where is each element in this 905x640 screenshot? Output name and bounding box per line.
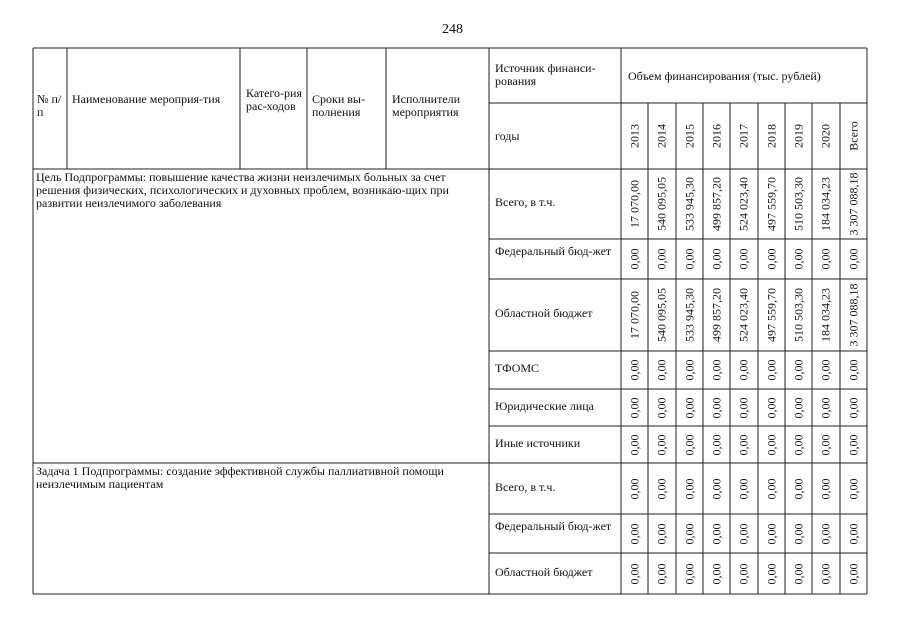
cell-value: 0,00 xyxy=(627,434,641,455)
year-header-2019: 2019 xyxy=(791,124,805,148)
cell-value: 533 945,30 xyxy=(682,288,696,342)
header-years-label: годы xyxy=(495,129,520,143)
row-source: Областной бюджет xyxy=(495,564,593,579)
cell-value: 0,00 xyxy=(818,248,833,270)
cell-value: 0,00 xyxy=(736,478,751,499)
row-source: Всего, в т.ч. xyxy=(495,195,556,209)
cell-value: 0,00 xyxy=(627,563,641,584)
cell-value: 0,00 xyxy=(709,434,723,455)
cell-value: 0,00 xyxy=(682,434,696,455)
header-source: Источник финанси-рования xyxy=(495,61,596,88)
cell-value: 0,00 xyxy=(709,478,723,499)
cell-value: 0,00 xyxy=(764,478,778,499)
cell-value: 0,00 xyxy=(818,397,833,418)
cell-value: 0,00 xyxy=(627,478,641,499)
cell-value: 0,00 xyxy=(846,523,860,544)
cell-value: 0,00 xyxy=(791,397,805,418)
cell-value: 17 070,00 xyxy=(627,180,641,228)
cell-value: 0,00 xyxy=(846,248,860,270)
cell-value: 0,00 xyxy=(709,563,723,584)
cell-value: 533 945,30 xyxy=(682,177,696,231)
year-header-2015: 2015 xyxy=(682,124,696,148)
cell-value: 540 095,05 xyxy=(654,288,669,342)
cell-value: 0,00 xyxy=(846,434,860,455)
cell-value: 0,00 xyxy=(818,478,833,499)
cell-value: 0,00 xyxy=(682,478,696,499)
cell-value: 499 857,20 xyxy=(709,177,723,231)
cell-value: 0,00 xyxy=(627,248,641,270)
cell-value: 0,00 xyxy=(764,397,778,418)
cell-value: 0,00 xyxy=(654,563,669,584)
cell-value: 524 023,40 xyxy=(736,177,751,231)
cell-value: 0,00 xyxy=(654,248,669,270)
cell-value: 17 070,00 xyxy=(627,291,641,339)
page-number: 248 xyxy=(442,22,463,37)
cell-value: 0,00 xyxy=(627,359,641,381)
cell-value: 510 503,30 xyxy=(791,177,805,231)
header-category: Катего-рия рас-ходов xyxy=(246,86,302,113)
cell-value: 540 095,05 xyxy=(654,177,669,231)
cell-value: 0,00 xyxy=(846,397,860,418)
cell-value: 0,00 xyxy=(709,523,723,544)
cell-value: 0,00 xyxy=(682,248,696,270)
cell-value: 0,00 xyxy=(791,563,805,584)
cell-value: 0,00 xyxy=(764,359,778,381)
cell-value: 0,00 xyxy=(736,563,751,584)
cell-value: 0,00 xyxy=(846,563,860,584)
header-timing: Сроки вы-полнения xyxy=(312,92,365,119)
cell-value: 0,00 xyxy=(764,563,778,584)
cell-value: 0,00 xyxy=(791,523,805,544)
row-source: ТФОМС xyxy=(495,361,540,375)
cell-value: 3 307 088,18 xyxy=(846,283,860,347)
row-source: Федеральный бюд-жет xyxy=(495,518,612,533)
cell-value: 497 559,70 xyxy=(764,177,778,231)
cell-value: 0,00 xyxy=(818,563,833,584)
cell-value: 0,00 xyxy=(654,359,669,381)
year-header-2020: 2020 xyxy=(818,124,833,148)
cell-value: 3 307 088,18 xyxy=(846,172,860,236)
section-title: Задача 1 Подпрограммы: создание эффективной службы паллиативной помощи неизлечимым пациентам xyxy=(36,464,444,491)
cell-value: 0,00 xyxy=(736,359,751,381)
year-header-2013: 2013 xyxy=(627,124,641,148)
cell-value: 184 034,23 xyxy=(818,177,833,231)
cell-value: 0,00 xyxy=(846,478,860,499)
cell-value: 0,00 xyxy=(682,397,696,418)
header-executors: Исполнители мероприятия xyxy=(392,92,461,119)
header-num: № п/п xyxy=(37,92,62,119)
row-source: Областной бюджет xyxy=(495,306,593,320)
cell-value: 0,00 xyxy=(846,359,860,381)
cell-value: 0,00 xyxy=(764,248,778,270)
cell-value: 0,00 xyxy=(736,248,751,270)
cell-value: 0,00 xyxy=(682,523,696,544)
cell-value: 0,00 xyxy=(709,397,723,418)
cell-value: 0,00 xyxy=(682,563,696,584)
cell-value: 510 503,30 xyxy=(791,288,805,342)
cell-value: 0,00 xyxy=(791,359,805,381)
cell-value: 0,00 xyxy=(709,359,723,381)
year-header-2016: 2016 xyxy=(709,124,723,148)
cell-value: 0,00 xyxy=(818,359,833,381)
cell-value: 0,00 xyxy=(654,523,669,544)
row-source: Юридические лица xyxy=(495,398,595,413)
row-source: Иные источники xyxy=(495,435,581,450)
cell-value: 0,00 xyxy=(709,248,723,270)
year-header-2017: 2017 xyxy=(736,124,751,148)
header-volume: Объем финансирования (тыс. рублей) xyxy=(628,69,821,83)
cell-value: 0,00 xyxy=(736,434,751,455)
cell-value: 0,00 xyxy=(791,478,805,499)
section-title: Цель Подпрограммы: повышение качества жизни неизлечимых больных за счет решения физических, психологических и духовных проблем, возникаю-щих при развитии неизлечимого заболевания xyxy=(36,170,449,210)
cell-value: 0,00 xyxy=(654,434,669,455)
cell-value: 497 559,70 xyxy=(764,288,778,342)
cell-value: 0,00 xyxy=(627,523,641,544)
year-header-Всего: Всего xyxy=(846,121,860,151)
year-header-2018: 2018 xyxy=(764,124,778,148)
cell-value: 0,00 xyxy=(764,434,778,455)
year-header-2014: 2014 xyxy=(654,124,669,148)
row-source: Всего, в т.ч. xyxy=(495,479,556,494)
cell-value: 0,00 xyxy=(818,523,833,544)
cell-value: 0,00 xyxy=(736,523,751,544)
cell-value: 524 023,40 xyxy=(736,288,751,342)
cell-value: 184 034,23 xyxy=(818,288,833,342)
cell-value: 0,00 xyxy=(736,397,751,418)
cell-value: 499 857,20 xyxy=(709,288,723,342)
cell-value: 0,00 xyxy=(627,397,641,418)
cell-value: 0,00 xyxy=(818,434,833,455)
cell-value: 0,00 xyxy=(764,523,778,544)
row-source: Федеральный бюд-жет xyxy=(495,244,612,258)
cell-value: 0,00 xyxy=(791,434,805,455)
cell-value: 0,00 xyxy=(654,478,669,499)
cell-value: 0,00 xyxy=(682,359,696,381)
cell-value: 0,00 xyxy=(654,397,669,418)
header-name: Наименование мероприя-тия xyxy=(72,92,221,106)
cell-value: 0,00 xyxy=(791,248,805,270)
